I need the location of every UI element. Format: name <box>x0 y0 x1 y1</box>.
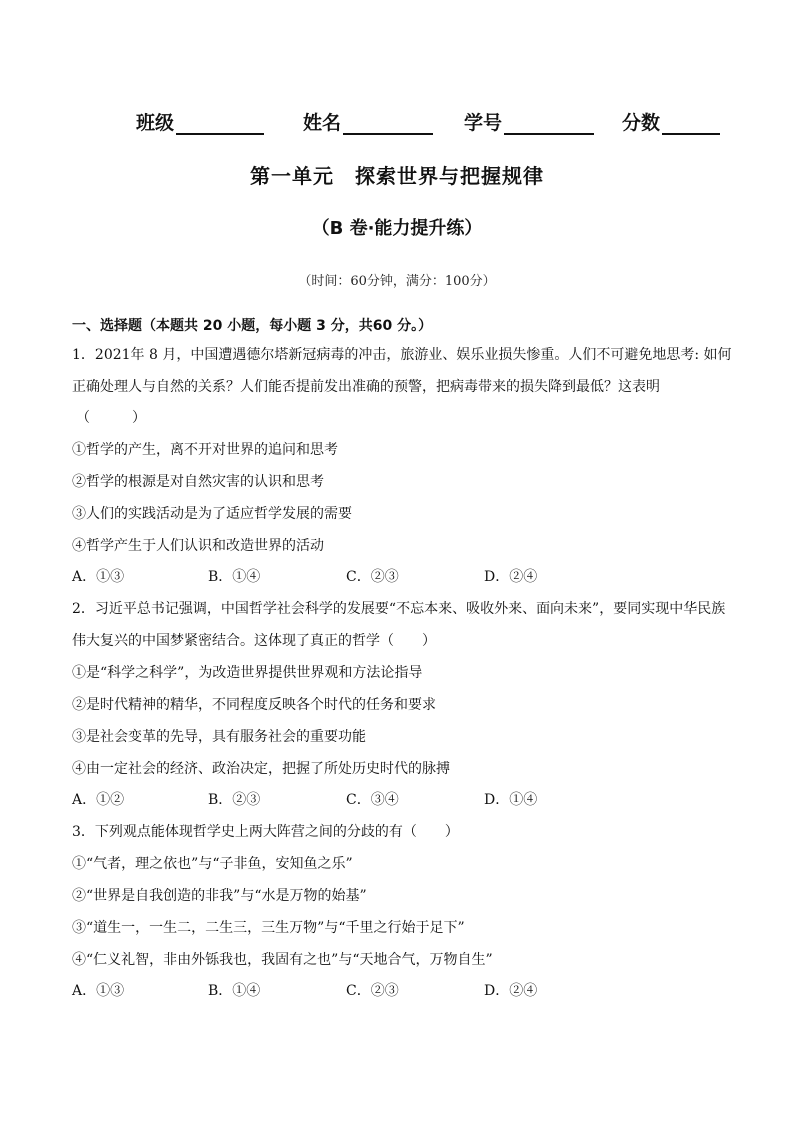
student-id-field[interactable] <box>464 108 594 135</box>
statement: ③人们的实践活动是为了适应哲学发展的需要 <box>72 506 352 522</box>
option-c[interactable]: C．③④ <box>346 792 399 808</box>
question-stem-line: 2．习近平总书记强调，中国哲学社会科学的发展要“不忘本来、吸收外来、面向未来”，要同实现中华民族 <box>72 601 726 617</box>
option-d[interactable]: D．②④ <box>484 983 538 999</box>
paper-subtitle: （B 卷·能力提升练） <box>311 218 483 239</box>
option-a[interactable]: A．①② <box>72 792 125 808</box>
option-d[interactable]: D．①④ <box>484 792 538 808</box>
student-info-row <box>0 108 794 138</box>
statement: ④由一定社会的经济、政治决定，把握了所处历史时代的脉搏 <box>72 761 450 777</box>
question-stem-line: 伟大复兴的中国梦紧密结合。这体现了真正的哲学（ ） <box>72 633 436 649</box>
score-label: 分数 <box>622 112 661 134</box>
name-blank[interactable] <box>343 111 433 135</box>
option-a[interactable]: A．①③ <box>72 983 125 999</box>
statement: ①“气者，理之依也”与“子非鱼，安知鱼之乐” <box>72 856 353 872</box>
statement: ②哲学的根源是对自然灾害的认识和思考 <box>72 474 324 490</box>
option-d[interactable]: D．②④ <box>484 569 538 585</box>
statement: ④哲学产生于人们认识和改造世界的活动 <box>72 538 324 554</box>
option-a[interactable]: A．①③ <box>72 569 125 585</box>
student-id-blank[interactable] <box>504 111 594 135</box>
option-c[interactable]: C．②③ <box>346 569 399 585</box>
statement: ①是“科学之科学”，为改造世界提供世界观和方法论指导 <box>72 665 423 681</box>
name-field[interactable] <box>303 108 433 135</box>
question-stem-line: 正确处理人与自然的关系？人们能否提前发出准确的预警，把病毒带来的损失降到最低？这表明 <box>72 379 660 395</box>
score-blank[interactable] <box>662 111 720 135</box>
class-label: 班级 <box>136 112 175 134</box>
statement: ②“世界是自我创造的非我”与“水是万物的始基” <box>72 888 367 904</box>
unit-title: 第一单元 探索世界与把握规律 <box>250 164 544 188</box>
name-label: 姓名 <box>303 112 342 134</box>
option-b[interactable]: B．①④ <box>208 569 261 585</box>
statement: ①哲学的产生，离不开对世界的追问和思考 <box>72 442 338 458</box>
statement: ③是社会变革的先导，具有服务社会的重要功能 <box>72 729 366 745</box>
option-c[interactable]: C．②③ <box>346 983 399 999</box>
class-field[interactable] <box>136 108 264 135</box>
statement: ④“仁义礼智，非由外铄我也，我固有之也”与“天地合气，万物自生” <box>72 952 493 968</box>
class-blank[interactable] <box>176 111 264 135</box>
score-field[interactable] <box>622 108 720 135</box>
student-id-label: 学号 <box>464 112 503 134</box>
option-b[interactable]: B．②③ <box>208 792 261 808</box>
statement: ③“道生一，一生二，二生三，三生万物”与“千里之行始于足下” <box>72 920 465 936</box>
section-heading: 一、选择题（本题共 20 小题，每小题 3 分，共60 分。） <box>72 318 433 334</box>
statement: ②是时代精神的精华，不同程度反映各个时代的任务和要求 <box>72 697 436 713</box>
question-stem-line: 3．下列观点能体现哲学史上两大阵营之间的分歧的有（ ） <box>72 824 459 840</box>
question-stem-line: 1．2021年 8 月，中国遭遇德尔塔新冠病毒的冲击，旅游业、娱乐业损失惨重。人们不可避免地思考: 如何 <box>72 347 732 363</box>
answer-bracket: （ ） <box>76 410 146 426</box>
time-note: （时间：60分钟，满分：100分） <box>298 274 496 289</box>
option-b[interactable]: B．①④ <box>208 983 261 999</box>
